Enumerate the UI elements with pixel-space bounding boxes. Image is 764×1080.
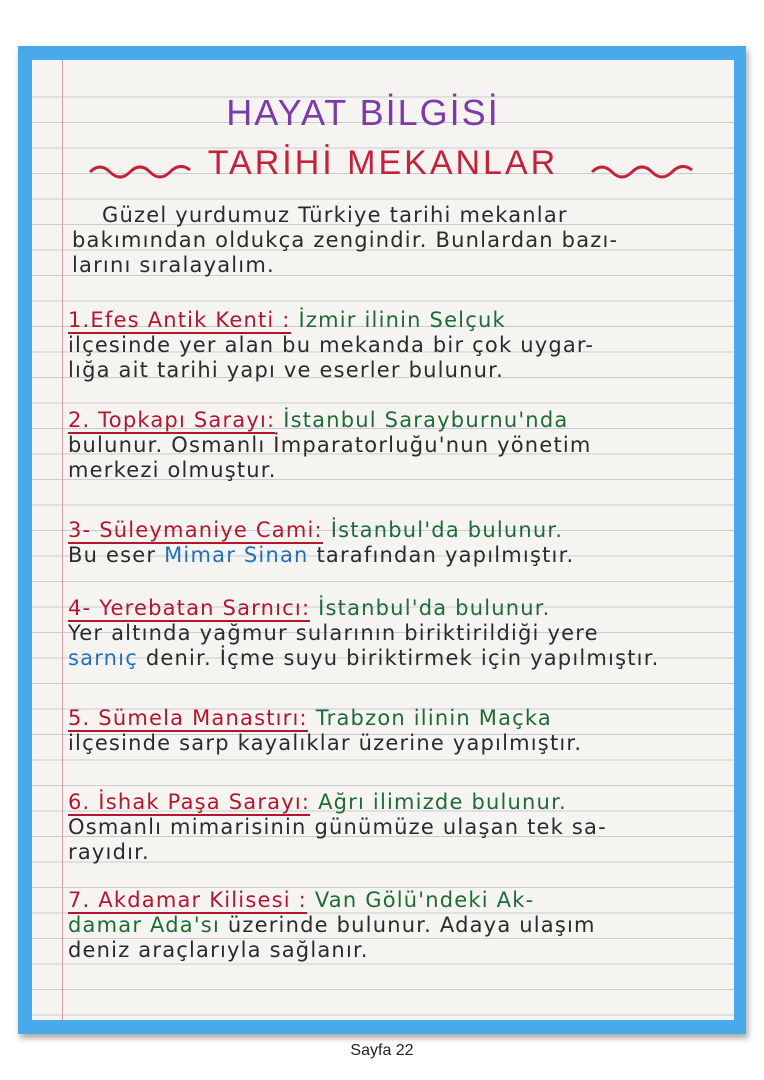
item-location: İstanbul Sarayburnu'nda	[283, 408, 569, 432]
item-text: merkezi olmuştur.	[68, 458, 277, 482]
item-location: İstanbul'da bulunur.	[330, 518, 564, 542]
item-location: İzmir ilinin Selçuk	[298, 308, 506, 332]
item-text: bulunur. Osmanlı İmparatorluğu'nun yönetim	[68, 433, 592, 457]
wave-decoration-right	[590, 158, 700, 180]
item-highlight: Mimar Sinan	[164, 543, 309, 567]
intro-line: bakımından oldukça zengindir. Bunlardan bazı-	[72, 228, 619, 252]
item-text: deniz araçlarıyla sağlanır.	[68, 938, 369, 962]
intro-line: Güzel yurdumuz Türkiye tarihi mekanlar	[102, 203, 568, 227]
item-text: rayıdır.	[68, 840, 150, 864]
item-text: lığa ait tarihi yapı ve eserler bulunur.	[68, 358, 504, 382]
item-location: Trabzon ilinin Maçka	[315, 706, 552, 730]
page-subtitle: TARİHİ MEKANLAR	[207, 144, 559, 182]
list-item	[68, 308, 726, 383]
intro-paragraph	[72, 203, 726, 278]
list-item	[68, 408, 726, 483]
item-heading: 5. Sümela Manastırı:	[68, 706, 308, 730]
item-text: denir. İçme suyu biriktirmek için yapılmıştır.	[145, 646, 660, 670]
item-text: Yer altında yağmur sularının biriktirildiği yere	[68, 621, 599, 645]
item-text: tarafından yapılmıştır.	[316, 543, 575, 567]
item-location: İstanbul'da bulunur.	[318, 596, 551, 620]
margin-line	[62, 60, 63, 1020]
item-heading: 1.Efes Antik Kenti :	[68, 308, 291, 332]
item-heading: 7. Akdamar Kilisesi :	[68, 888, 307, 912]
item-text: Bu eser	[68, 543, 157, 567]
item-highlight: sarnıç	[68, 646, 138, 670]
item-heading: 4- Yerebatan Sarnıcı:	[68, 596, 311, 620]
item-location: Van Gölü'ndeki Ak-	[314, 888, 535, 912]
item-heading: 3- Süleymaniye Cami:	[68, 518, 323, 542]
item-location: damar Ada'sı	[68, 913, 220, 937]
list-item	[68, 790, 726, 865]
item-text: ilçesinde sarp kayalıklar üzerine yapılmıştır.	[68, 731, 583, 755]
notebook-paper	[32, 60, 734, 1020]
list-item	[68, 518, 726, 568]
list-item	[68, 706, 726, 756]
item-text: Osmanlı mimarisinin günümüze ulaşan tek sa-	[68, 815, 607, 839]
list-item	[68, 596, 726, 671]
item-location: Ağrı ilimizde bulunur.	[318, 790, 567, 814]
item-text: ilçesinde yer alan bu mekanda bir çok uygar-	[68, 333, 595, 357]
page-title: HAYAT BİLGİSİ	[226, 92, 500, 133]
page-number: Sayfa 22	[350, 1042, 414, 1059]
intro-line: larını sıralayalım.	[72, 253, 275, 277]
list-item	[68, 888, 726, 963]
item-text: üzerinde bulunur. Adaya ulaşım	[227, 913, 596, 937]
item-heading: 2. Topkapı Sarayı:	[68, 408, 276, 432]
item-heading: 6. İshak Paşa Sarayı:	[68, 790, 311, 814]
page-frame	[18, 46, 746, 1034]
